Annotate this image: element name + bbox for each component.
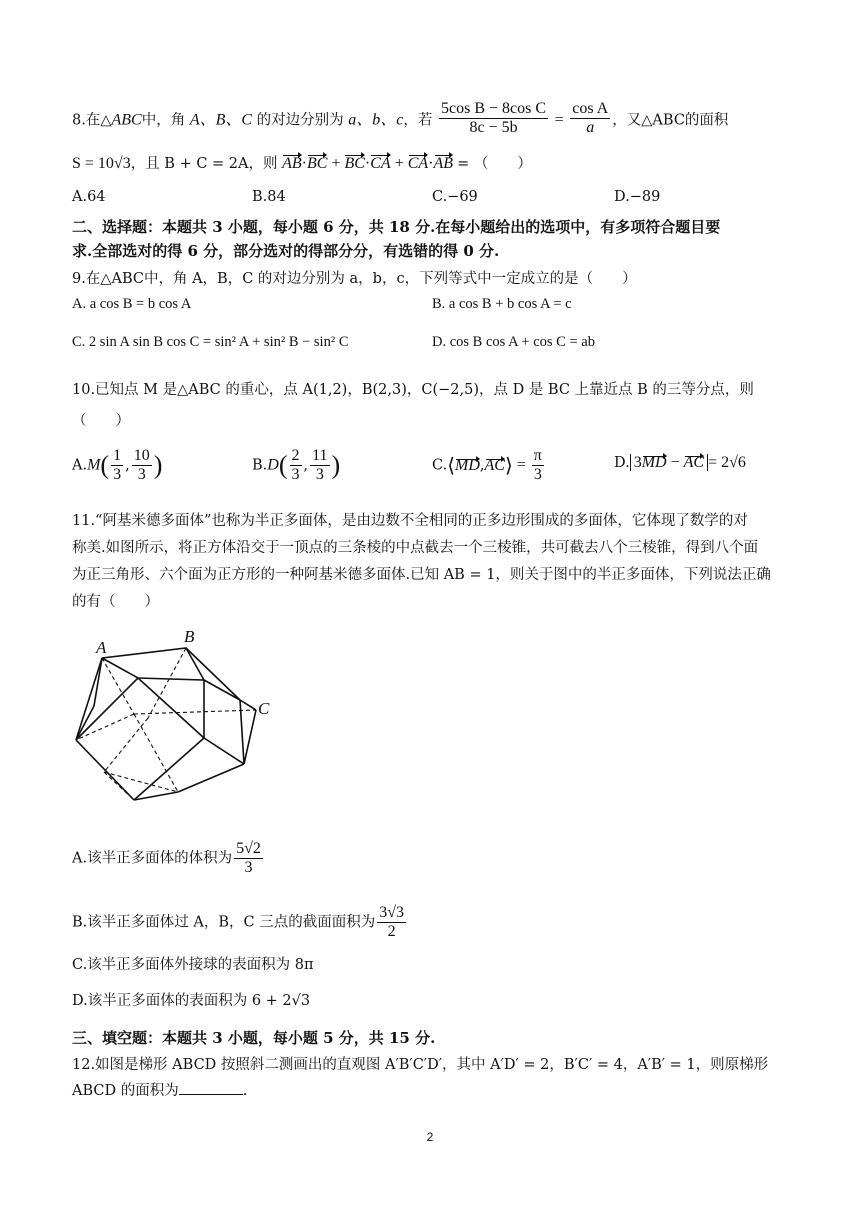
q10-b-d2: 3 (315, 466, 324, 483)
q10-option-d-label: D. (614, 455, 630, 471)
q9-stem: 9.在△ABC中，角 A，B，C 的对边分别为 a，b，c，下列等式中一定成立的是（ ） (72, 271, 637, 287)
q10-paren: （ ） (72, 413, 130, 429)
q8-fraction-left (439, 100, 548, 137)
q11-line4: 的有（ ） (72, 594, 159, 610)
q11-b-num: 3√3 (379, 904, 404, 921)
q11-line3: 为正三角形、六个面为正方形的一种阿基米德多面体.已知 AB = 1，则关于图中的半正多面体，下列说法正确 (72, 567, 771, 583)
q8-expression-end: = （ ） (457, 156, 532, 172)
q11-b-den: 2 (387, 923, 396, 940)
q11-option-b-text: B.该半正多面体过 A，B，C 三点的截面面积为 (72, 914, 376, 931)
q8-number: 8. (72, 112, 86, 129)
q8-option-a: A.64 (72, 189, 106, 205)
q12-line2-text: ABCD 的面积为 (72, 1083, 179, 1099)
q11-option-d: D.该半正多面体的表面积为 6 + 2√3 (72, 993, 311, 1009)
q11-option-b (72, 904, 790, 941)
q8-frac2-den: a (586, 119, 595, 136)
q11-option-c: C.该半正多面体外接球的表面积为 8π (72, 957, 314, 973)
q8-line2 (72, 153, 790, 175)
q8-vector-expression: AB·BC + BC·CA + CA·AB (282, 155, 457, 172)
q12-line2 (72, 1080, 790, 1102)
section2-heading-line2: 求.全部选对的得 6 分，部分选对的得部分分，有选错的得 0 分. (72, 242, 500, 260)
q10-d-rhs: = 2√6 (708, 454, 746, 471)
q10-c-den: 3 (533, 466, 542, 483)
q9-option-b: B. a cos B + b cos A = c (432, 296, 572, 312)
q11-option-a-text: A.该半正多面体的体积为 (72, 850, 233, 867)
q10-a-d2: 3 (137, 466, 146, 483)
q8-text-5: ，又△ABC的面积 (612, 112, 729, 129)
page-number: 2 (426, 1130, 434, 1144)
q8-area: S = 10√3 (72, 155, 131, 172)
q8-frac1-num: 5cos B − 8cos C (441, 100, 547, 117)
q9-option-d: D. cos B cos A + cos C = ab (432, 334, 595, 350)
figure-label-b: B (184, 627, 195, 646)
q8-fraction-right (570, 100, 610, 137)
q10-a-n1: 1 (113, 447, 122, 464)
q11-line2: 称美.如图所示，将正方体沿交于一顶点的三条棱的中点截去一个三棱锥，共可截去八个三棱锥，得到八个面 (72, 540, 759, 556)
q8-equals: = (554, 111, 564, 129)
q11-option-a (72, 840, 790, 877)
q10-option-b-label: B. (252, 457, 268, 474)
q10-c-num: π (533, 447, 542, 464)
q10-a-n2: 10 (133, 447, 150, 464)
q10-stem: 10.已知点 M 是△ABC 的重心，点 A(1,2)，B(2,3)，C(−2,5)，点 D 是 BC 上靠近点 B 的三等分点，则 (72, 382, 754, 398)
q11-a-num: 5√2 (236, 840, 261, 857)
q11-line1: 11.“阿基米德多面体”也称为半正多面体，是由边数不全相同的正多边形围成的多面体，它体现了数学的对 (72, 513, 748, 529)
q10-b-n2: 11 (312, 447, 328, 464)
q8-text-3: 的对边分别为 (256, 112, 344, 129)
q10-option-c-label: C. (432, 457, 448, 474)
q12-line2-period: . (242, 1083, 248, 1099)
polyhedron-figure (68, 622, 288, 812)
q8-frac2-num: cos A (572, 100, 609, 117)
q8-text-4: ，若 (403, 112, 433, 129)
q8-line1 (72, 102, 790, 139)
q8-condition: ，且 B + C = 2A，则 (130, 156, 278, 172)
q10-option-a-point: M (87, 456, 101, 474)
q10-option-d: D. 3MD − AC = 2√6 (614, 454, 746, 471)
q8-sides: a、b、c (348, 111, 404, 129)
q8-triangle: ABC (111, 111, 142, 129)
q8-option-b: B.84 (252, 189, 286, 205)
q11-a-den: 3 (244, 859, 253, 876)
q10-b-d1: 3 (291, 466, 300, 483)
answer-blank (179, 1080, 243, 1095)
q10-a-d1: 3 (113, 466, 122, 483)
q10-option-b: B.D( $\frac{2}{3}$ , $\frac{11}{3}$ ) (252, 447, 341, 483)
q10-option-c: C.⟨MD,AC⟩ = $\frac{\pi}{3}$ (432, 447, 542, 483)
figure-label-a: A (96, 638, 107, 657)
q9-option-c: C. 2 sin A sin B cos C = sin² A + sin² B − sin² C (72, 334, 349, 350)
q8-text: 在△ (85, 112, 112, 129)
section3-heading: 三、填空题：本题共 3 小题，每小题 5 分，共 15 分. (72, 1029, 436, 1047)
q8-option-d: D.−89 (614, 189, 661, 205)
q8-option-c: C.−69 (432, 189, 478, 205)
figure-label-c: C (258, 699, 270, 718)
q8-text-2: 中，角 (141, 112, 186, 129)
section2-heading-line1: 二、选择题：本题共 3 小题，每小题 6 分，共 18 分.在每小题给出的选项中，有多项符合题目要 (72, 218, 721, 236)
q9-option-a: A. a cos B = b cos A (72, 296, 192, 312)
q10-b-n1: 2 (291, 447, 300, 464)
q12-line1: 12.如图是梯形 ABCD 按照斜二测画出的直观图 A′B′C′D′，其中 A′D′ = 2，B′C′ = 4，A′B′ = 1，则原梯形 (72, 1057, 769, 1073)
q10-option-a: A.M( $\frac{1}{3}$ , $\frac{10}{3}$ ) (72, 447, 163, 483)
q10-option-b-point: D (267, 456, 279, 474)
q10-option-a-label: A. (72, 457, 88, 474)
q8-frac1-den: 8c − 5b (469, 119, 518, 136)
q8-angles: A、B、C (189, 111, 253, 129)
